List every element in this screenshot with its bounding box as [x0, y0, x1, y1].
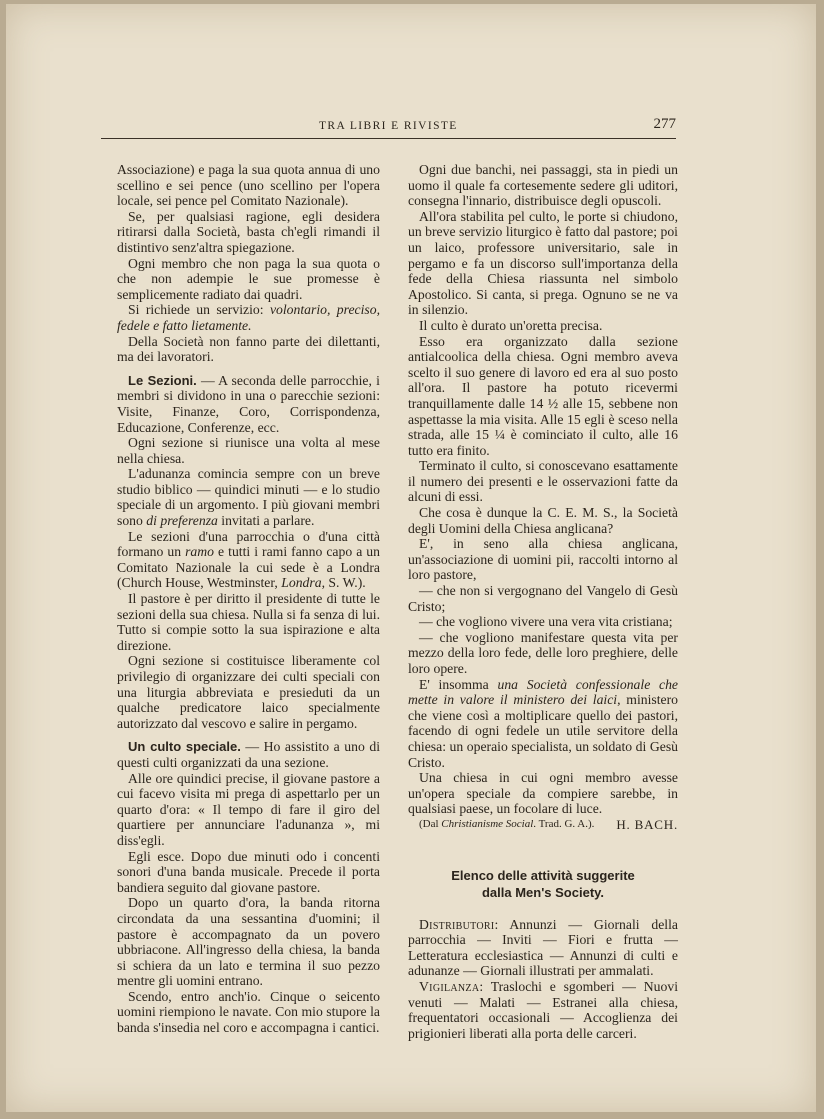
paragraph: Il pastore è per diritto il presidente di tutte le sezioni della sua chiesa. Nulla si fa senza di lui. Tutto si compie sotto la sua ispirazione e alta direzione.: [117, 591, 380, 653]
italic-text: volontario, preciso, fedele e fatto lietamente.: [117, 302, 380, 333]
paragraph: — che vogliono manifestare questa vita per mezzo della loro fede, delle loro preghiere, delle loro opere.: [408, 629, 678, 676]
list-title-line: dalla Men's Society.: [481, 884, 605, 900]
text: , S. W.).: [321, 575, 366, 591]
text: : Traslochi e sgomberi — Nuovi venuti — Malati — Estranei alla chiesa, frequentatori occasionali — Accoglienza dei prigionieri liberati alla porta delle carceri.: [408, 978, 678, 1041]
paragraph: Ogni sezione si costituisce liberamente col privilegio di organizzare dei culti speciali con una liturgia abbreviata e presieduti da un qualche predicatore laico specialmente autorizzato dal vescovo e salire in pergamo.: [117, 653, 380, 731]
text: — A seconda delle parrocchie, i membri si dividono in una o parecchie sezioni: Visite, Finanze, Coro, Corrispondenza, Educazione, Conferenze, ecc.: [117, 372, 380, 435]
italic-text: Londra: [281, 575, 322, 591]
source-line: [408, 817, 678, 833]
left-column: [117, 162, 380, 1036]
paragraph: Che cosa è dunque la C. E. M. S., la Società degli Uomini della Chiesa anglicana?: [408, 505, 678, 536]
text: invitati a parlare.: [217, 513, 315, 529]
list-item-label: Distributori: [419, 916, 495, 932]
paragraph: Ogni sezione si riunisce una volta al mese nella chiesa.: [117, 435, 380, 466]
paragraph: [117, 466, 380, 528]
paragraph: Scendo, entro anch'io. Cinque o seicento uomini riempiono le navate. Con mio stupore la banda s'insedia nel coro e accompagna i cantici.: [117, 988, 380, 1036]
list-title-line: Elenco delle attività suggerite: [451, 867, 635, 883]
paragraph: Associazione) e paga la sua quota annua di uno scellino e sei pence (uno scellino per l'opera locale, sei pence pel Comitato Nazionale).: [117, 162, 380, 209]
page-number: 277: [653, 116, 676, 132]
paragraph: E', in seno alla chiesa anglicana, un'associazione di uomini pii, raccolti intorno al loro pastore,: [408, 536, 678, 583]
paragraph: Il culto è durato un'oretta precisa.: [419, 317, 603, 333]
text: — Ho assistito a uno di questi culti organizzati da una sezione.: [117, 739, 380, 770]
italic-text: di preferenza: [146, 513, 218, 529]
paragraph: Se, per qualsiasi ragione, egli desidera ritirarsi dalla Società, basta ch'egli rimandi il distintivo senz'altra spiegazione.: [117, 208, 380, 255]
section-heading: Le Sezioni.: [128, 372, 197, 388]
activity-list: [408, 917, 678, 1042]
italic-text: ramo: [185, 544, 215, 560]
text: : Annunzi — Giornali della parrocchia — Inviti — Fiori e frutta — Letteratura ecclesiastica — Annunzi di culti e adunanze — Giornali illustrati per ammalati.: [408, 916, 678, 979]
italic-text: una Società confessionale che mette in valore il ministero dei laici: [408, 676, 678, 708]
paragraph: [117, 302, 380, 333]
paragraph: Egli esce. Dopo due minuti odo i concenti sonori d'una banda musicale. Precede il porta bandiera seguito dal giovane pastore.: [117, 848, 380, 895]
text: . Trad. G. A.).: [533, 817, 595, 830]
paragraph: Alle ore quindici precise, il giovane pastore a cui facevo visita mi prega di aspettarlo per un quarto d'ora: « Il tempo di fare il giro del quartiere per annunciare l'adunanza », mi diss'egli.: [117, 770, 380, 848]
paragraph: [117, 529, 380, 591]
paragraph: Una chiesa in cui ogni membro avesse un'opera speciale da compiere sarebbe, in qualsiasi paese, un focolare di luce.: [408, 770, 678, 817]
page: [6, 4, 816, 1112]
italic-text: Christianisme Social: [441, 817, 534, 830]
text: E' insomma: [419, 676, 498, 692]
paragraph: Della Società non fanno parte dei dilettanti, ma dei lavoratori.: [117, 333, 380, 365]
paragraph: — che non si vergognano del Vangelo di Gesù Cristo;: [408, 583, 678, 614]
list-item: [408, 917, 678, 979]
paragraph: [408, 677, 678, 771]
text: Si richiede un servizio:: [128, 302, 270, 318]
paragraph: Terminato il culto, si conoscevano esattamente il numero dei presenti e le osservazioni fatte da alcuni di essi.: [408, 458, 678, 505]
paragraph: — che vogliono vivere una vera vita cristiana;: [419, 614, 673, 630]
paragraph: Dopo un quarto d'ora, la banda ritorna circondata da una sessantina d'uomini; il pastore è accompagnato da un povero ubbriacone. All'ingresso della chiesa, la banda si schiera da un lato e termina il suo pezzo mentre gli uomini entrano.: [117, 895, 380, 989]
section-paragraph: [117, 739, 380, 770]
section-heading: Un culto speciale.: [128, 739, 241, 755]
list-title: [408, 867, 678, 901]
paragraph: All'ora stabilita pel culto, le porte si chiudono, un breve servizio liturgico è fatto dal pastore; poi un laico, professore universitario, sale in pergamo e fa un discorso sull'importanza della fede della Chiesa riassunta nel simbolo Apostolico. Si canta, si prega. Ognuno se ne va in silenzio.: [408, 208, 678, 318]
right-column: [408, 162, 678, 1041]
list-item-label: Vigilanza: [419, 978, 480, 994]
list-item: [408, 979, 678, 1041]
text: , ministero che viene così a moltiplicare quello dei pastori, facendo di ogni fedele un utile servitore della chiesa: un operaio specialista, un soldato di Gesù Cristo.: [408, 692, 679, 770]
paragraph: Esso era organizzato dalla sezione antialcoolica della chiesa. Ogni membro aveva scelto il suo genere di lavoro ed era al suo posto all'ora. Il pastore ha potuto ricevermi tranquillamente dalle 14 ½ alle 15, sebbene non aspettasse la mia visita. Alle 15 egli è sceso nella strada, alle 15 ¼ è cominciato il culto, alle 16 tutto era finito.: [408, 333, 678, 458]
source-citation: [408, 817, 594, 833]
text: Le sezioni d'una parrocchia o d'una città formano un: [117, 528, 380, 560]
author-name: H. BACH.: [616, 816, 678, 832]
text: e tutti i rami fanno capo a un Comitato Nazionale la cui sede è a Londra (Church House, Westminster,: [117, 544, 380, 591]
section-paragraph: [117, 373, 380, 435]
running-title: TRA LIBRI E RIVISTE: [319, 120, 458, 132]
page-header: [101, 116, 676, 139]
text: (Dal: [419, 817, 442, 830]
text: L'adunanza comincia sempre con un breve studio biblico — quindici minuti — e lo studio speciale di un argomento. I più giovani membri sono: [117, 466, 380, 529]
paragraph: Ogni membro che non paga la sua quota o che non adempie le sue promesse è semplicemente radiato dai quadri.: [117, 255, 380, 302]
paragraph: Ogni due banchi, nei passaggi, sta in piedi un uomo il quale fa cortesemente sedere gli uditori, consegna l'innario, distribuisce degli opuscoli.: [408, 162, 678, 209]
